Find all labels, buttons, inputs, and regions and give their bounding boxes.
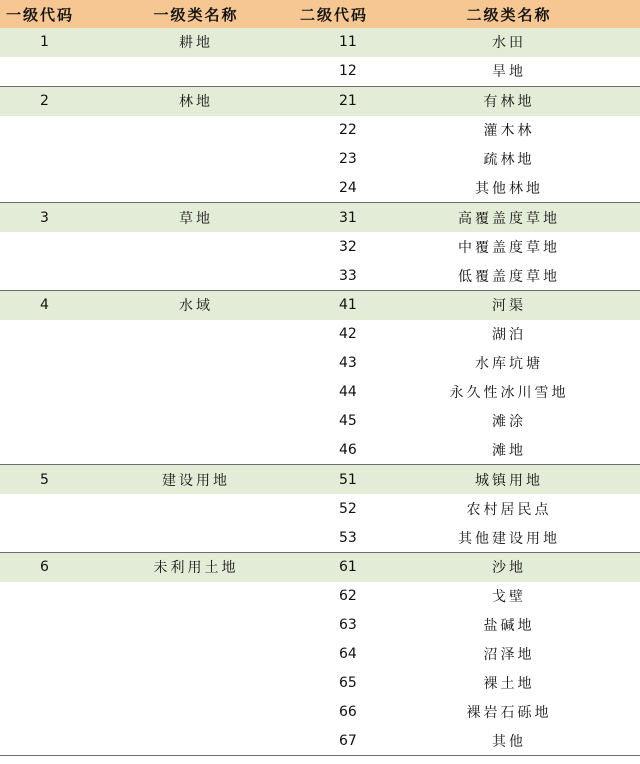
level2-name-cell: 其他林地 (475, 180, 543, 197)
level2-code-cell: 23 (339, 151, 357, 167)
level2-name-cell: 其他建设用地 (458, 530, 560, 547)
level2-name-cell: 其他 (492, 733, 526, 750)
level2-code-cell: 33 (339, 267, 357, 284)
level2-code-cell: 44 (339, 384, 357, 401)
level1-code-cell: 4 (40, 297, 49, 314)
table-body (0, 28, 640, 755)
level2-name-cell: 中覆盖度草地 (458, 239, 560, 256)
level2-name-cell: 低覆盖度草地 (458, 268, 560, 285)
level1-code-cell: 3 (40, 209, 49, 226)
level2-code-cell: 31 (339, 209, 357, 226)
header-level2-code: 二级代码 (300, 5, 369, 24)
level2-code-cell: 42 (339, 326, 357, 343)
table-row (0, 349, 640, 378)
level2-name-cell: 水库坑塘 (475, 356, 543, 373)
level2-code-cell: 52 (339, 500, 357, 517)
table-row (0, 28, 640, 57)
level2-code-cell: 67 (339, 732, 357, 749)
level2-name-cell: 湖泊 (492, 327, 526, 344)
header-level1-name: 一级类名称 (153, 5, 239, 24)
level1-name-cell: 水域 (179, 298, 213, 315)
header-level1-code: 一级代码 (6, 5, 75, 24)
level2-code-cell: 43 (339, 355, 357, 372)
level1-name-cell: 林地 (179, 94, 213, 111)
level2-name-cell: 滩地 (492, 442, 526, 459)
level1-code-cell: 2 (40, 93, 49, 110)
table-row (0, 232, 640, 261)
level2-name-cell: 滩涂 (492, 414, 526, 431)
table-row (0, 582, 640, 611)
level2-code-cell: 53 (339, 529, 357, 546)
level2-name-cell: 戈壁 (492, 589, 526, 606)
level1-code-cell: 6 (40, 559, 49, 576)
table-row (0, 320, 640, 349)
level2-name-cell: 河渠 (492, 298, 526, 315)
level2-code-cell: 32 (339, 238, 357, 255)
level2-code-cell: 22 (339, 122, 357, 139)
table-row (0, 523, 640, 552)
table-row (0, 464, 640, 494)
level2-code-cell: 51 (339, 471, 357, 488)
table-row (0, 697, 640, 726)
table-row (0, 640, 640, 669)
level2-name-cell: 水田 (492, 35, 526, 52)
level2-name-cell: 农村居民点 (466, 501, 552, 518)
level1-code-cell: 5 (40, 471, 49, 488)
table-bottom-rule (0, 755, 640, 756)
level2-code-cell: 41 (339, 297, 357, 314)
level2-name-cell: 疏林地 (483, 152, 535, 168)
table-row (0, 435, 640, 464)
table-row (0, 145, 640, 174)
table-row (0, 86, 640, 116)
table-row (0, 494, 640, 523)
level2-name-cell: 沼泽地 (483, 647, 535, 664)
table-row (0, 407, 640, 436)
level2-name-cell: 高覆盖度草地 (458, 210, 560, 227)
table-row (0, 261, 640, 290)
table-header (0, 0, 640, 28)
level2-code-cell: 12 (339, 63, 357, 80)
level2-code-cell: 21 (339, 93, 357, 110)
level2-code-cell: 46 (339, 441, 357, 458)
level2-code-cell: 62 (339, 588, 357, 605)
table-row (0, 611, 640, 640)
level2-name-cell: 永久性冰川雪地 (449, 385, 569, 402)
table-row (0, 726, 640, 755)
level2-code-cell: 45 (339, 413, 357, 430)
table-row (0, 116, 640, 145)
level2-name-cell: 旱地 (492, 64, 526, 81)
table-row (0, 290, 640, 320)
level2-code-cell: 63 (339, 617, 357, 634)
level2-code-cell: 11 (339, 34, 357, 51)
level2-name-cell: 沙地 (492, 560, 526, 577)
table-row (0, 202, 640, 232)
level2-code-cell: 66 (339, 703, 357, 720)
table-row (0, 552, 640, 582)
table-row (0, 669, 640, 698)
table-row (0, 173, 640, 202)
header-level2-name: 二级类名称 (466, 5, 552, 24)
level1-name-cell: 建设用地 (162, 472, 230, 489)
level2-name-cell: 裸岩石砾地 (466, 704, 552, 721)
level2-code-cell: 24 (339, 179, 357, 196)
level2-name-cell: 城镇用地 (475, 472, 543, 489)
level2-name-cell: 裸土地 (483, 676, 535, 693)
level1-name-cell: 耕地 (179, 35, 213, 52)
level1-name-cell: 未利用土地 (153, 560, 239, 577)
level1-code-cell: 1 (40, 34, 49, 51)
level2-name-cell: 灌木林 (483, 123, 535, 140)
level2-name-cell: 有林地 (483, 94, 535, 111)
level1-name-cell: 草地 (179, 210, 213, 227)
level2-code-cell: 61 (339, 559, 357, 576)
table-row (0, 378, 640, 407)
level2-code-cell: 65 (339, 675, 357, 692)
level2-code-cell: 64 (339, 646, 357, 663)
table-row (0, 57, 640, 86)
level2-name-cell: 盐碱地 (483, 618, 535, 635)
